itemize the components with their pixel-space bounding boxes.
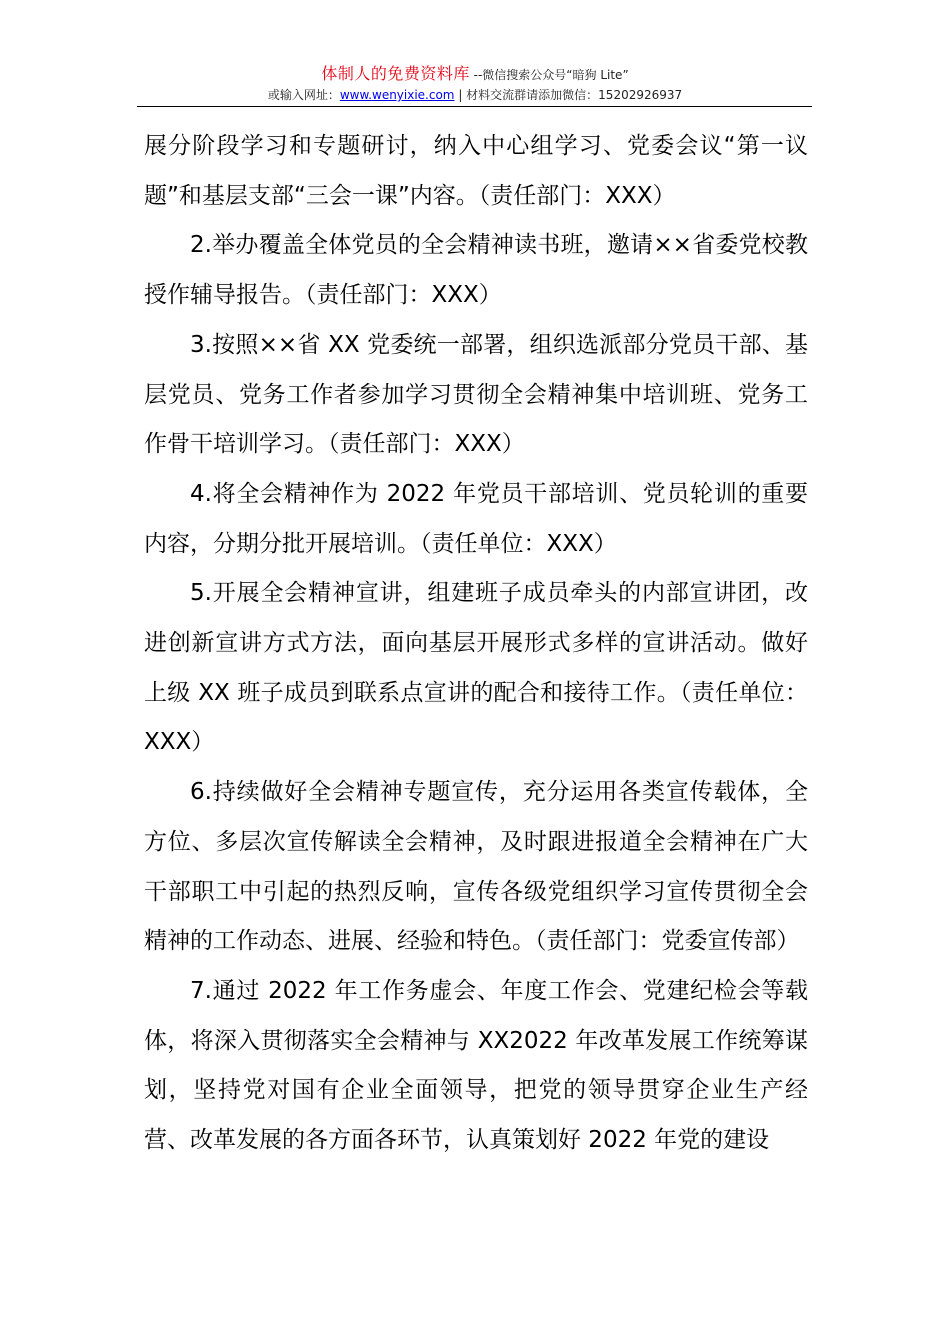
header-divider (137, 106, 812, 107)
header-site-label: 或输入网址： (267, 88, 340, 102)
paragraph-item-4: 4.将全会精神作为 2022 年党员干部培训、党员轮训的重要内容，分期分批开展培训。（责任单位：XXX） (144, 480, 808, 557)
document-body (144, 122, 808, 1166)
header-contact-line (0, 86, 950, 104)
paragraph-item-2: 2.举办覆盖全体党员的全会精神读书班，邀请××省委党校教授作辅导报告。（责任部门：XXX） (144, 232, 808, 309)
website-link[interactable]: www.wenyixie.com (339, 88, 455, 102)
header-tagline: --微信搜索公众号“暗狗 Lite” (469, 68, 629, 82)
page-header (0, 64, 950, 104)
header-banner (0, 64, 950, 85)
paragraph-item-3: 3.按照××省 XX 党委统一部署，组织选派部分党员干部、基层党员、党务工作者参加学习贯彻全会精神集中培训班、党务工作骨干培训学习。（责任部门：XXX） (144, 331, 808, 458)
header-brand: 体制人的免费资料库 (321, 64, 470, 83)
paragraph-item-6: 6.持续做好全会精神专题宣传，充分运用各类宣传载体，全方位、多层次宣传解读全会精神，及时跟进报道全会精神在广大干部职工中引起的热烈反响，宣传各级党组织学习宣传贯彻全会精神的工作动态、进展、经验和特色。（责任部门：党委宣传部） (144, 779, 808, 955)
paragraph-item-7: 7.通过 2022 年工作务虚会、年度工作会、党建纪检会等载体，将深入贯彻落实全会精神与 XX2022 年改革发展工作统筹谋划，坚持党对国有企业全面领导，把党的领导贯穿企业生产经营、改革发展的各方面各环节，认真策划好 2022 年党的建设 (144, 977, 808, 1154)
paragraph-item-5: 5.开展全会精神宣讲，组建班子成员牵头的内部宣讲团，改进创新宣讲方式方法，面向基层开展形式多样的宣讲活动。做好上级 XX 班子成员到联系点宣讲的配合和接待工作。（责任单位：XXX） (144, 580, 808, 756)
header-contact: | 材料交流群请添加微信：15202926937 (454, 88, 683, 102)
paragraph-1: 展分阶段学习和专题研讨，纳入中心组学习、党委会议“第一议题”和基层支部“三会一课”内容。（责任部门：XXX） (144, 133, 808, 209)
